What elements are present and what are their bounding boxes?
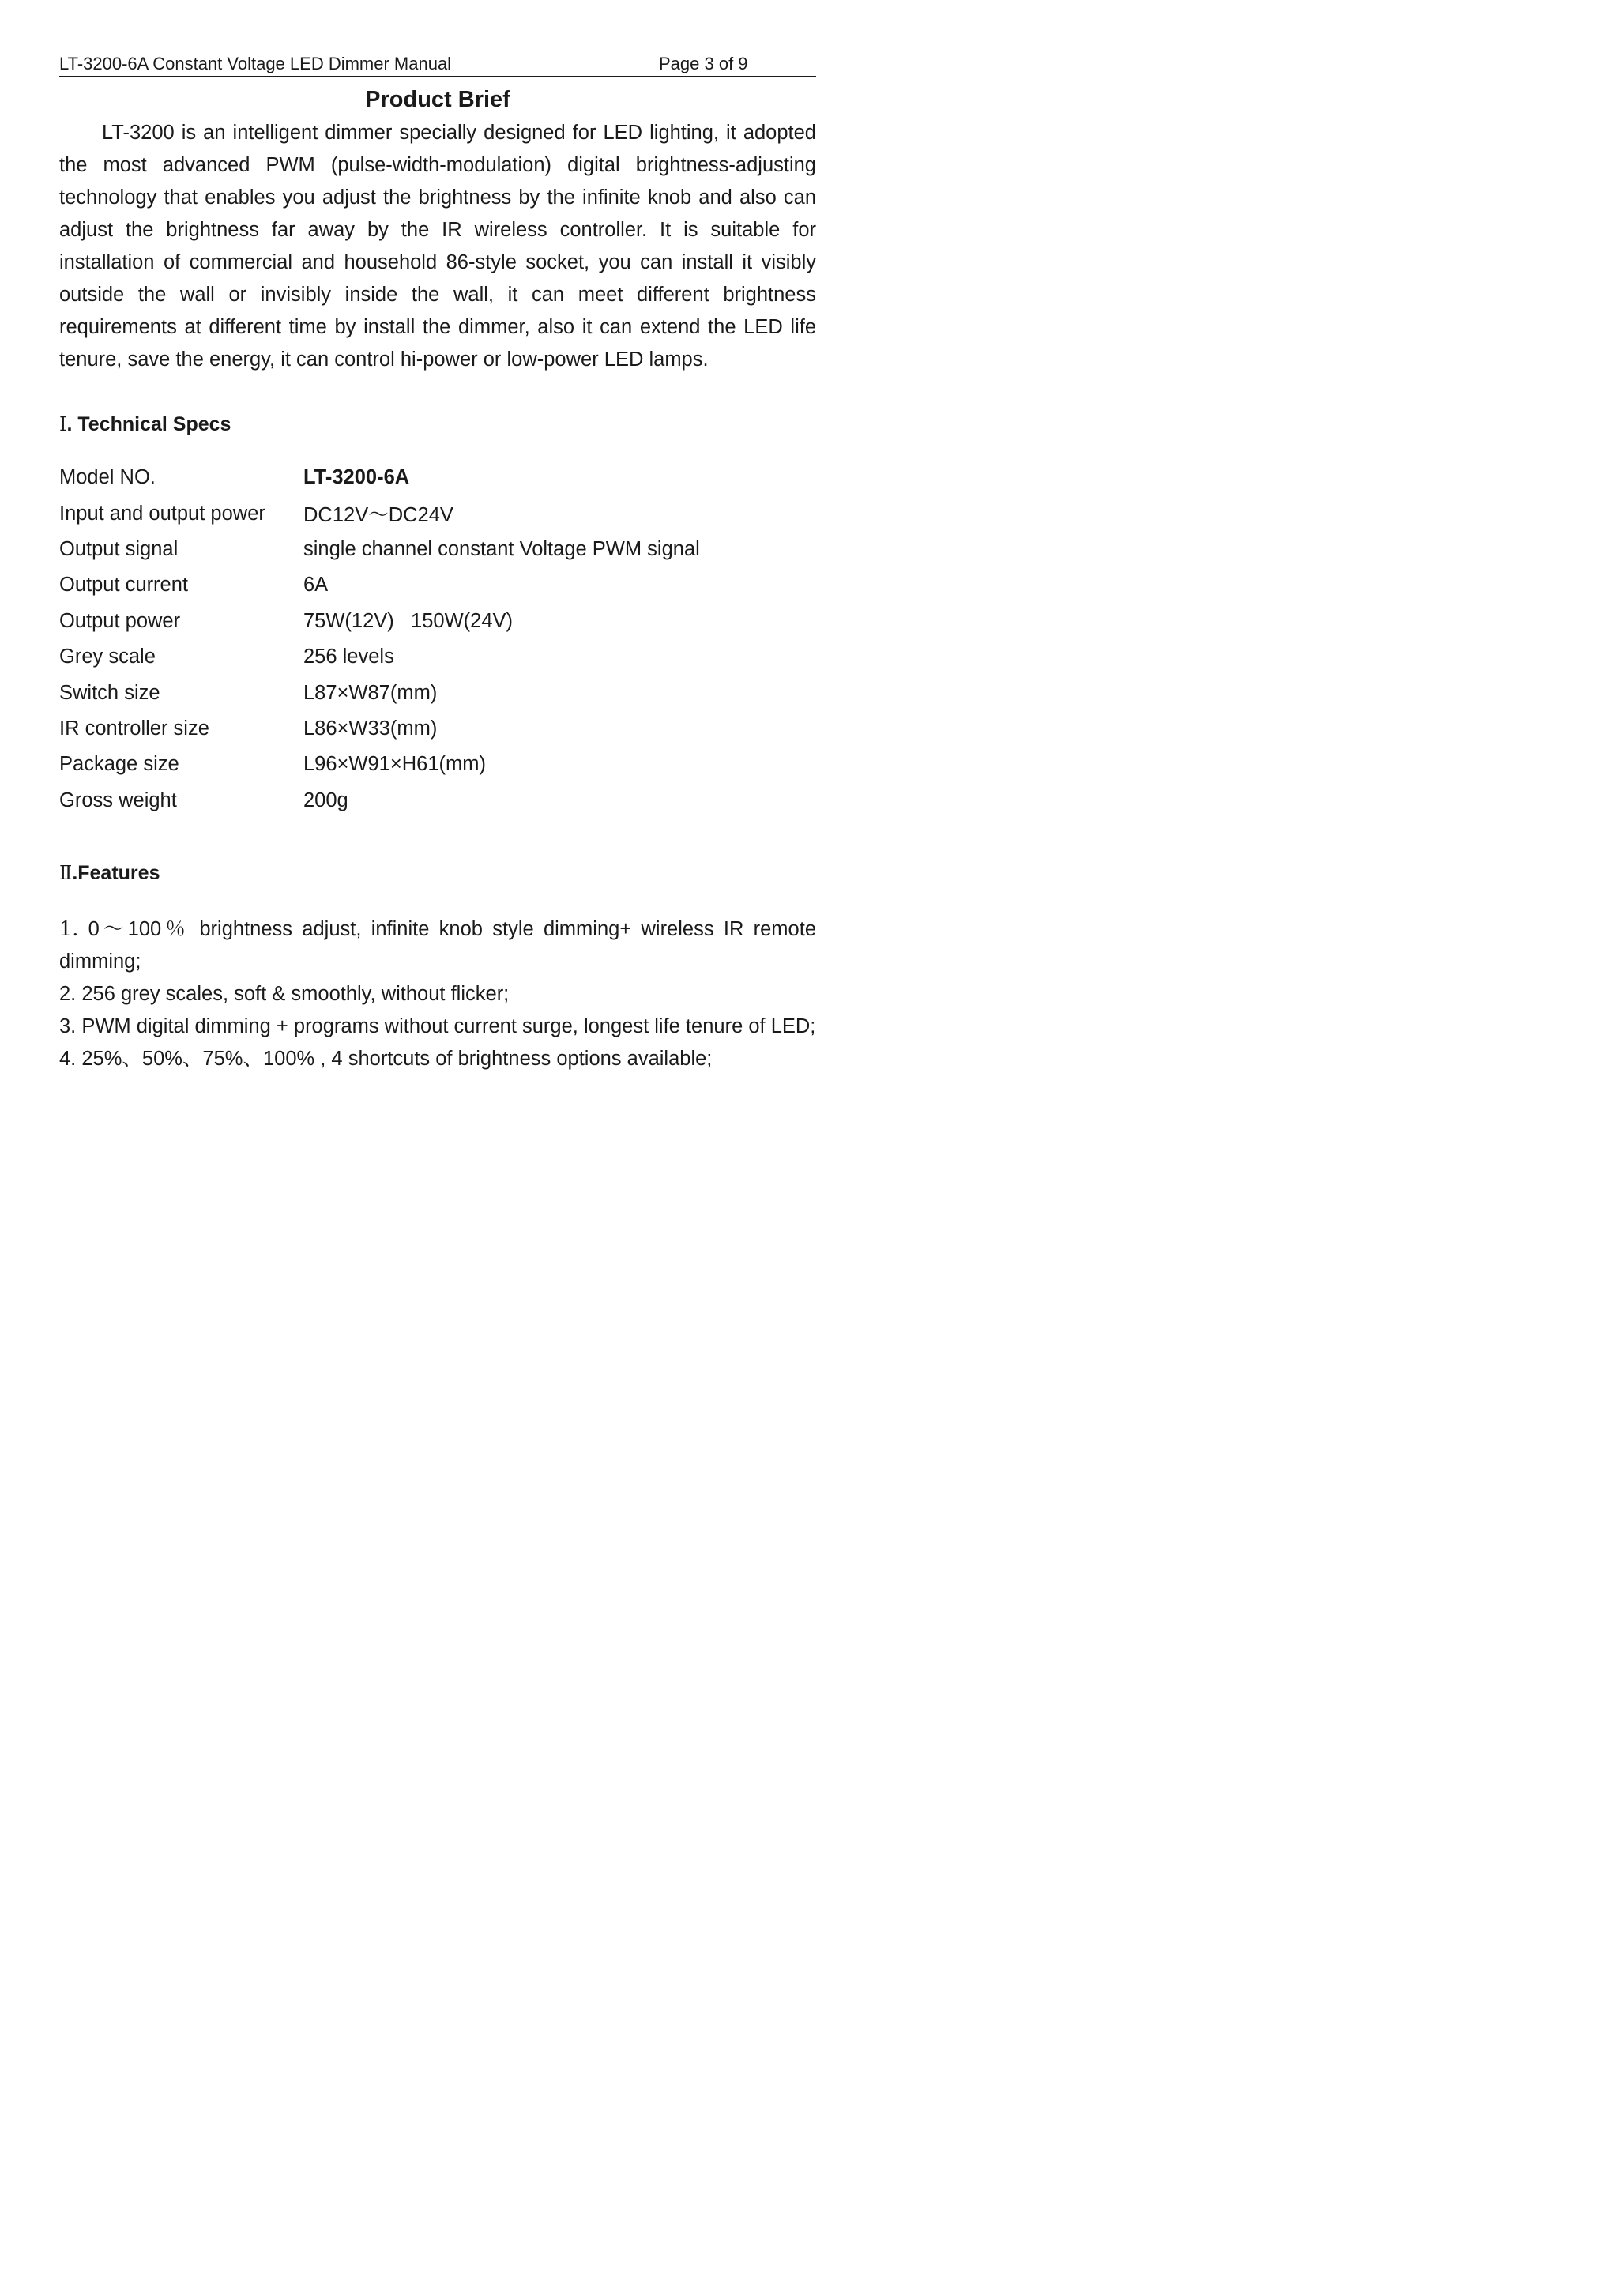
spec-value: DC12V～DC24V [303,504,453,527]
spec-label: Model NO. [59,466,156,489]
spec-value: L87×W87(mm) [303,681,438,704]
spec-label: IR controller size [59,717,209,740]
spec-row [59,675,700,710]
spec-label: Input and output power [59,502,265,525]
section-title: .Features [72,861,160,884]
spec-label: Output current [59,574,188,597]
page-number: Page 3 of 9 [659,54,748,73]
spec-row [59,711,700,747]
spec-row [59,604,700,639]
feature-text: 0～100％ brightness adjust, infinite knob style dimming+ wireless IR remote dimming; [59,917,816,973]
spec-label: Package size [59,753,179,776]
feature-item [59,913,816,978]
feature-text: 2. 256 grey scales, soft & smoothly, without flicker; [59,982,510,1005]
spec-value: L86×W33(mm) [303,717,438,740]
spec-row [59,639,700,675]
technical-specs-heading [59,411,816,438]
spec-label: Output signal [59,537,179,560]
section-numeral: Ⅰ [59,413,67,435]
spec-value: LT-3200-6A [303,466,410,489]
product-brief-title: Product Brief [365,87,510,112]
product-brief-text: LT-3200 is an intelligent dimmer specially designed for LED lighting, it adopted the most advanced PWM (pulse-width-modulation) digital brightness-adjusting technology that enables you adjust the brightness by the infinite knob and also can adjust the brightness far away by the IR wireless controller. It is suitable for installation of commercial and household 86-style socket, you can install it visibly outside the wall or invisibly inside the wall, it can meet different brightness requirements at different time by install the dimmer, also it can extend the LED life tenure, save the energy, it can control hi-power or low-power LED lamps. [59,122,816,371]
spec-label: Output power [59,609,181,632]
spec-row [59,532,700,567]
spec-value: 6A [303,574,329,597]
spec-value: L96×W91×H61(mm) [303,753,487,776]
section-numeral: Ⅱ [59,861,73,884]
spec-row [59,567,700,603]
feature-item [59,978,816,1011]
spec-value: 200g [303,789,348,811]
spec-row [59,783,700,819]
spec-row [59,460,700,495]
spec-label: Gross weight [59,789,177,811]
feature-text: 3. PWM digital dimming + programs without current surge, longest life tenure of LED; [59,1014,816,1037]
section-title: . Technical Specs [66,413,231,435]
spec-value: 256 levels [303,646,394,668]
manual-page [59,49,816,1075]
features-heading [59,860,816,886]
spec-row [59,495,700,531]
spec-label: Grey scale [59,646,156,668]
spec-value: 75W(12V) 150W(24V) [303,609,514,632]
spec-row [59,747,700,782]
feature-text: 4. 25%、50%、75%、100% , 4 shortcuts of brightness options available; [59,1047,713,1070]
feature-item [59,1043,816,1075]
specs-table [59,460,700,819]
feature-item [59,1011,816,1043]
features-list [59,913,816,1075]
document-title: LT-3200-6A Constant Voltage LED Dimmer Manual [59,54,452,73]
spec-label: Switch size [59,681,160,704]
page-header [59,49,816,77]
spec-value: single channel constant Voltage PWM signal [303,537,700,560]
feature-number: 1. [59,917,79,941]
